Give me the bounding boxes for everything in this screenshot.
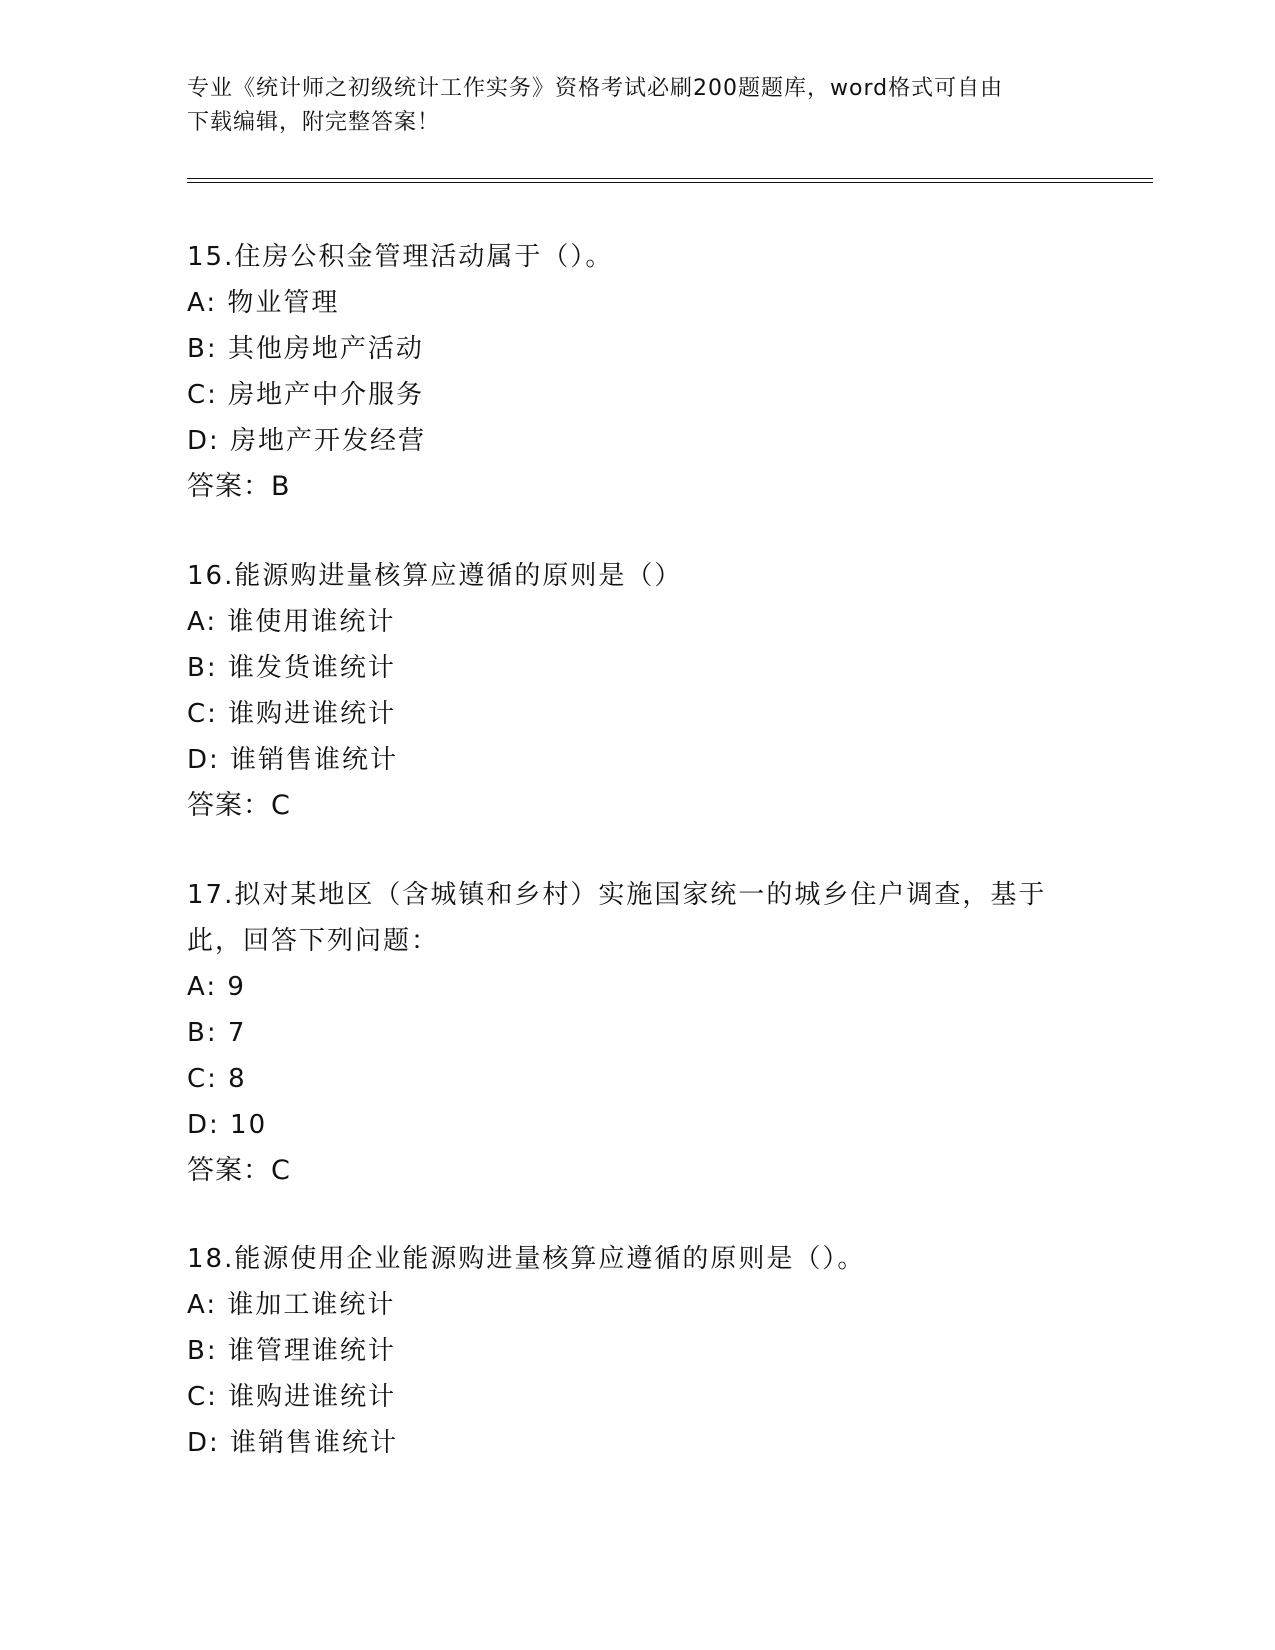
header-line-1: 专业《统计师之初级统计工作实务》资格考试必刷200题题库，word格式可自由 xyxy=(187,76,1004,101)
option-b: B: 谁管理谁统计 xyxy=(187,1336,396,1366)
option-d: D: 谁销售谁统计 xyxy=(187,745,399,775)
option-c: C: 房地产中介服务 xyxy=(187,380,425,410)
question-17 xyxy=(187,872,1077,1194)
option-b: B: 谁发货谁统计 xyxy=(187,653,396,683)
option-c: C: 谁购进谁统计 xyxy=(187,699,397,729)
document-header xyxy=(187,72,1077,140)
option-d: D: 10 xyxy=(187,1110,268,1140)
question-stem: 18.能源使用企业能源购进量核算应遵循的原则是（）。 xyxy=(187,1244,866,1274)
header-divider-top xyxy=(187,178,1153,179)
question-15 xyxy=(187,234,1077,510)
header-divider-bottom xyxy=(187,182,1153,183)
option-a: A: 谁使用谁统计 xyxy=(187,607,396,637)
question-16 xyxy=(187,553,1077,829)
question-stem-line-2: 此，回答下列问题： xyxy=(187,926,440,956)
question-stem: 16.能源购进量核算应遵循的原则是（） xyxy=(187,561,683,591)
option-d: D: 谁销售谁统计 xyxy=(187,1428,399,1458)
answer: 答案：C xyxy=(187,1155,291,1186)
option-b: B: 其他房地产活动 xyxy=(187,334,424,364)
question-stem: 15.住房公积金管理活动属于（）。 xyxy=(187,242,614,272)
answer: 答案：B xyxy=(187,471,291,502)
option-c: C: 谁购进谁统计 xyxy=(187,1382,397,1412)
question-18 xyxy=(187,1236,1077,1466)
option-d: D: 房地产开发经营 xyxy=(187,426,427,456)
option-a: A: 物业管理 xyxy=(187,288,340,318)
option-a: A: 谁加工谁统计 xyxy=(187,1290,396,1320)
option-a: A: 9 xyxy=(187,972,246,1002)
question-stem-line-1: 17.拟对某地区（含城镇和乡村）实施国家统一的城乡住户调查，基于 xyxy=(187,880,1047,910)
option-c: C: 8 xyxy=(187,1064,247,1094)
answer: 答案：C xyxy=(187,790,291,821)
option-b: B: 7 xyxy=(187,1018,247,1048)
header-line-2: 下载编辑，附完整答案！ xyxy=(187,110,441,135)
